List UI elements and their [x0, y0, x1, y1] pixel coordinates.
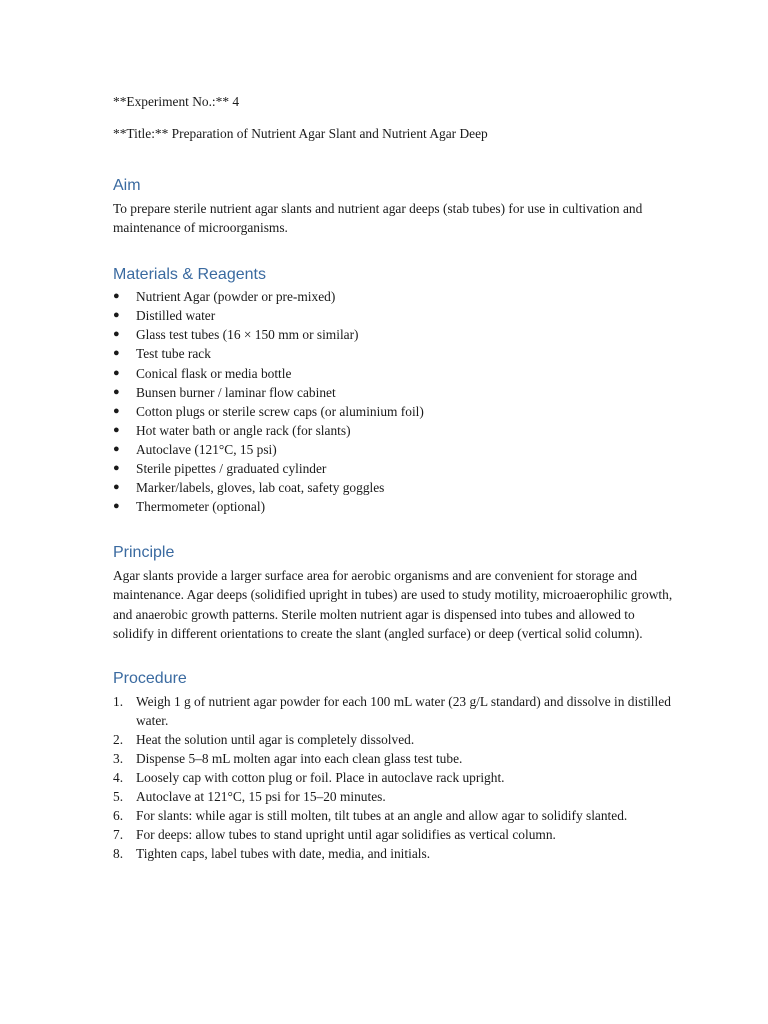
- material-label: Marker/labels, gloves, lab coat, safety goggles: [136, 480, 385, 496]
- materials-heading: Materials & Reagents: [113, 266, 266, 284]
- bullet-icon: ●: [113, 500, 120, 513]
- step-text: Dispense 5–8 mL molten agar into each clean glass test tube.: [136, 750, 463, 766]
- material-label: Test tube rack: [136, 346, 211, 362]
- bullet-icon: ●: [113, 328, 120, 341]
- step-number: 7.: [113, 827, 124, 843]
- list-item: [113, 364, 673, 383]
- list-item: [113, 459, 673, 478]
- step-text: For deeps: allow tubes to stand upright until agar solidifies as vertical column.: [136, 827, 556, 843]
- list-item: [113, 325, 673, 344]
- step-number: 2.: [113, 731, 124, 747]
- step-number: 4.: [113, 770, 124, 786]
- procedure-heading: Procedure: [113, 669, 187, 687]
- material-label: Thermometer (optional): [136, 499, 266, 515]
- material-label: Autoclave (121°C, 15 psi): [136, 441, 277, 457]
- step-text: Heat the solution until agar is completely dissolved.: [136, 731, 415, 747]
- bullet-icon: ●: [113, 385, 120, 398]
- bullet-icon: ●: [113, 423, 120, 436]
- bullet-icon: ●: [113, 347, 120, 360]
- material-label: Distilled water: [136, 308, 216, 324]
- step-text: Tighten caps, label tubes with date, media, and initials.: [136, 846, 431, 862]
- material-label: Bunsen burner / laminar flow cabinet: [136, 384, 336, 400]
- procedure-step: [113, 825, 673, 844]
- procedure-step: [113, 768, 673, 787]
- list-item: [113, 478, 673, 497]
- list-item: [113, 402, 673, 421]
- aim-heading: Aim: [113, 177, 141, 194]
- bullet-icon: ●: [113, 290, 120, 303]
- bullet-icon: ●: [113, 366, 120, 379]
- materials-list: [113, 287, 673, 516]
- aim-text: To prepare sterile nutrient agar slants and nutrient agar deeps (stab tubes) for use in cultivation and maintenance of microorganisms.: [113, 201, 643, 236]
- procedure-step: [113, 844, 673, 863]
- list-item: [113, 421, 673, 440]
- experiment-number-line: **Experiment No.:** 4: [113, 94, 240, 109]
- step-number: 1.: [113, 693, 124, 709]
- materials-section: [113, 265, 673, 516]
- step-number: 3.: [113, 750, 124, 766]
- material-label: Conical flask or media bottle: [136, 365, 292, 381]
- list-item: [113, 440, 673, 459]
- step-text: Autoclave at 121°C, 15 psi for 15–20 minutes.: [136, 789, 386, 805]
- material-label: Hot water bath or angle rack (for slants): [136, 422, 351, 438]
- procedure-step: [113, 692, 673, 730]
- step-text: Loosely cap with cotton plug or foil. Place in autoclave rack upright.: [136, 770, 505, 786]
- principle-text: Agar slants provide a larger surface area for aerobic organisms and are convenient for storage and maintenance. Agar deeps (solidified upright in tubes) are used to study motility, microaerophilic growth, and anaerobic growth patterns. Sterile molten nutrient agar is dispensed into tubes and allowed to solidify in different orientations to create the slant (angled surface) or deep (vertical solid column).: [113, 568, 673, 641]
- list-item: [113, 344, 673, 363]
- aim-section: [113, 176, 673, 237]
- principle-section: [113, 543, 673, 642]
- bullet-icon: ●: [113, 309, 120, 322]
- procedure-step: [113, 730, 673, 749]
- step-number: 8.: [113, 846, 124, 862]
- procedure-section: [113, 669, 673, 864]
- bullet-icon: ●: [113, 481, 120, 494]
- procedure-step: [113, 787, 673, 806]
- step-text: Weigh 1 g of nutrient agar powder for each 100 mL water (23 g/L standard) and dissolve in distilled water.: [136, 693, 671, 728]
- list-item: [113, 383, 673, 402]
- step-text: For slants: while agar is still molten, tilt tubes at an angle and allow agar to solidify slanted.: [136, 808, 628, 824]
- bullet-icon: ●: [113, 404, 120, 417]
- step-number: 6.: [113, 808, 124, 824]
- list-item: [113, 497, 673, 516]
- bullet-icon: ●: [113, 462, 120, 475]
- list-item: [113, 306, 673, 325]
- principle-heading: Principle: [113, 544, 175, 562]
- document-page: [113, 92, 673, 864]
- material-label: Sterile pipettes / graduated cylinder: [136, 461, 327, 477]
- experiment-title-line: **Title:** Preparation of Nutrient Agar Slant and Nutrient Agar Deep: [113, 126, 488, 141]
- material-label: Nutrient Agar (powder or pre-mixed): [136, 289, 336, 305]
- procedure-step: [113, 806, 673, 825]
- bullet-icon: ●: [113, 442, 120, 455]
- material-label: Glass test tubes (16 × 150 mm or similar): [136, 327, 359, 343]
- procedure-list: [113, 692, 673, 864]
- material-label: Cotton plugs or sterile screw caps (or aluminium foil): [136, 403, 424, 419]
- list-item: [113, 287, 673, 306]
- procedure-step: [113, 749, 673, 768]
- step-number: 5.: [113, 789, 124, 805]
